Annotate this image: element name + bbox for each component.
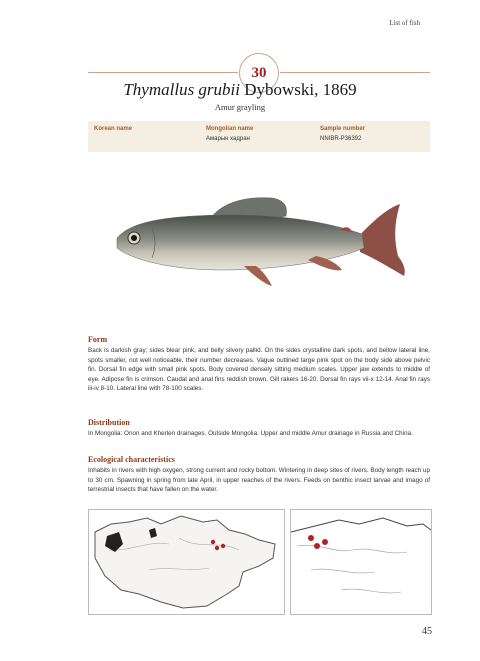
ecology-heading: Ecological characteristics xyxy=(88,455,175,464)
ecology-text: Inhabits in rivers with high oxygen, strong current and rocky bottom. Wintering in deep sites of rivers. Body length reach up to 30 cm. Spawning in spring from late April, in upper reaches of the rivers. Feeds on benthic insect larvae and imago of terrestrial insects that have fallen on the water. xyxy=(88,467,430,493)
sample-number-value: NNIBR-P36392 xyxy=(320,136,362,142)
mongolian-name-column xyxy=(206,126,253,142)
detail-border xyxy=(291,518,431,532)
distribution-map-detail xyxy=(290,509,432,615)
mongolian-name-value: Амарын хадран xyxy=(206,136,250,142)
mongolian-name-label: Mongolian name xyxy=(206,126,254,132)
record-dot xyxy=(314,543,320,549)
distribution-map-mongolia xyxy=(88,509,285,615)
record-dot xyxy=(215,546,219,550)
species-number-badge: 30 xyxy=(239,53,279,93)
fish-photo xyxy=(112,190,412,295)
detail-map xyxy=(291,510,431,614)
caudal-fin xyxy=(360,204,405,276)
fish-pupil xyxy=(131,235,137,241)
record-dot xyxy=(322,539,328,545)
species-author: Dybowski, 1869 xyxy=(240,80,357,99)
info-bar xyxy=(88,121,430,152)
river xyxy=(297,545,407,593)
record-dot xyxy=(308,535,314,541)
pelvic-fin xyxy=(244,266,272,286)
sample-number-column xyxy=(320,126,365,142)
record-dot xyxy=(221,544,225,548)
page-number: 45 xyxy=(422,626,432,637)
korean-name-column xyxy=(94,126,132,136)
sample-number-label: Sample number xyxy=(320,126,366,132)
mongolia-map xyxy=(89,510,284,614)
form-heading: Form xyxy=(88,335,108,344)
running-head: List of fish xyxy=(389,19,420,27)
mongolia-outline xyxy=(95,516,275,608)
header-rule-left xyxy=(88,72,238,73)
header-rule-right xyxy=(280,72,430,73)
distribution-heading: Distribution xyxy=(88,418,130,427)
distribution-text: In Mongolia: Onon and Kherlen drainages. Outside Mongolia: Upper and middle Amur drainage in Russia and China. xyxy=(88,430,413,437)
species-title xyxy=(0,80,480,100)
common-name: Amur grayling xyxy=(214,102,266,112)
korean-name-label: Korean name xyxy=(94,126,133,132)
form-text: Back is darkish gray; sides blear pink, and belly silvery pallid. On the sides crystalline dark spots, and bellow lateral line, spots smaller, not well noticeable, their number decreases. Vague outlined large pink spot on the body side above pelvic fin. Dorsal fin edge with small pink spots. Body covered densely sitting medium scales. Upper jaw extends to middle of eye. Adipose fin is crimson. Caudal and anal fins reddish brown. Gill rakers 16-20. Dorsal fin rays vii-x 12-14. Anal fin rays iii-iv 8-10. Lateral line with 78-100 scales. xyxy=(88,347,430,392)
scientific-name: Thymallus grubii xyxy=(123,80,240,99)
record-dot xyxy=(211,540,215,544)
